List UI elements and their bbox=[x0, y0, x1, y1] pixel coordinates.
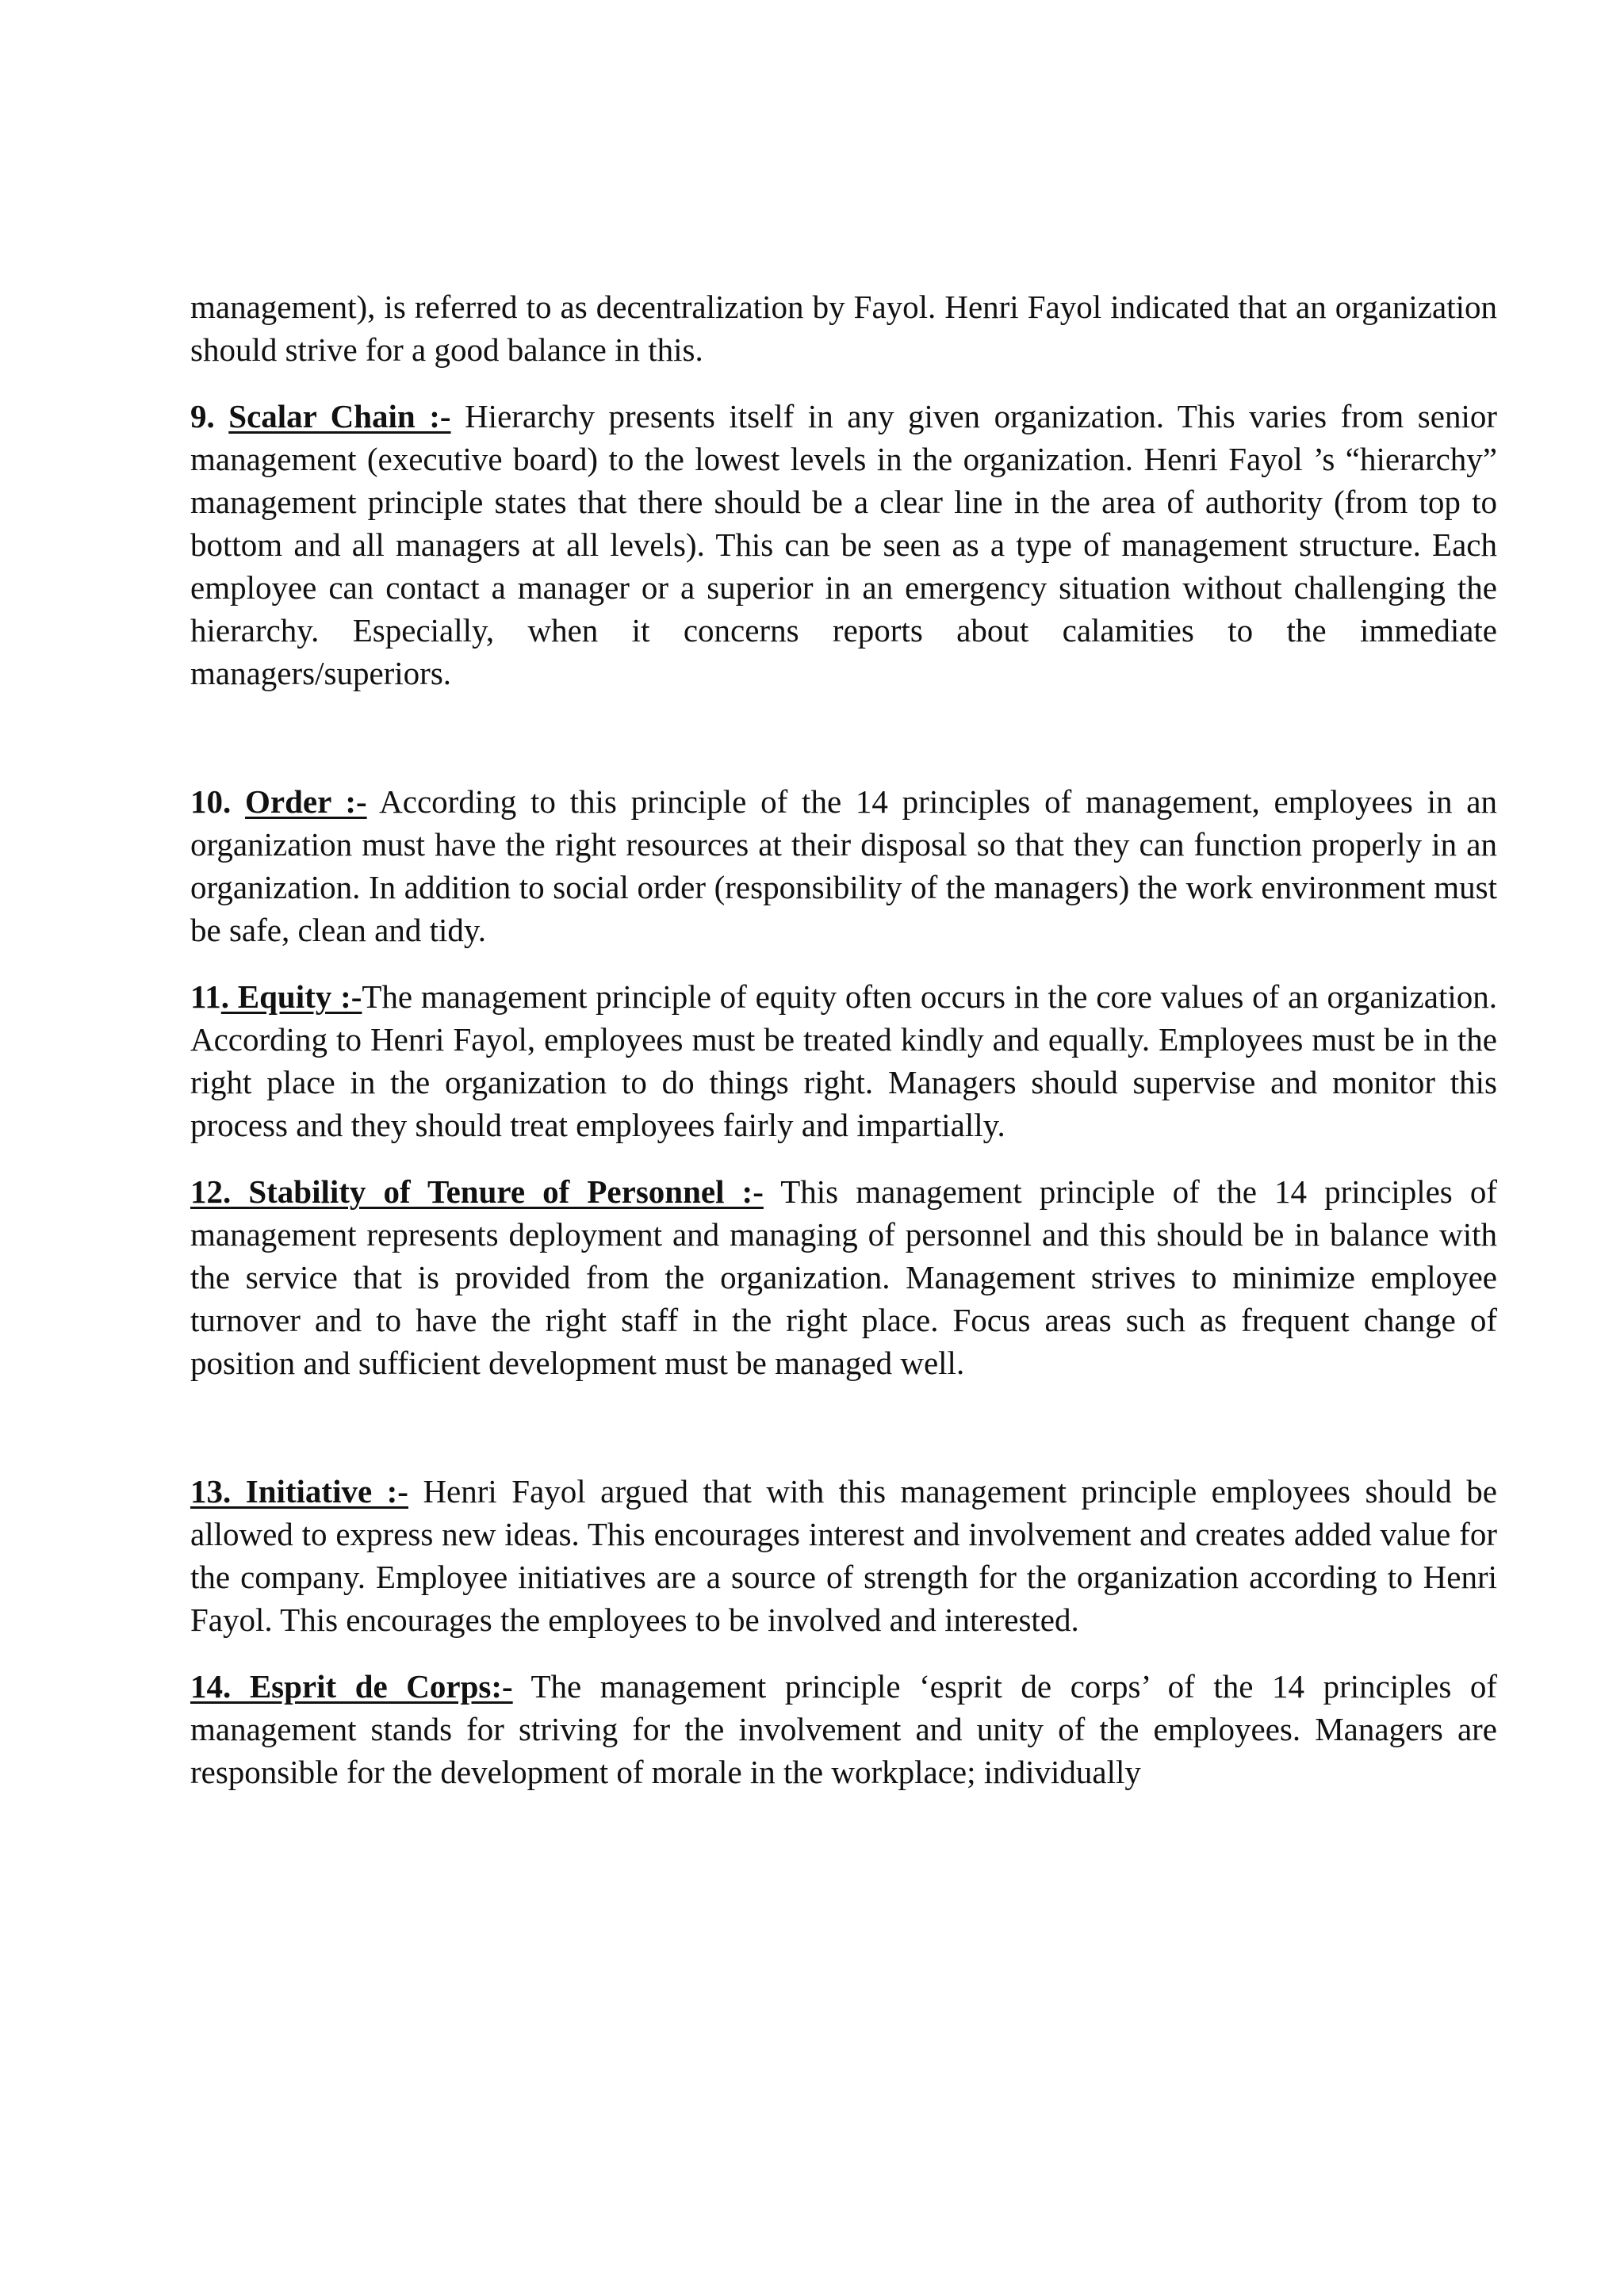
section-scalar-chain bbox=[190, 395, 1497, 695]
section-title: 13. Initiative :- bbox=[190, 1473, 408, 1510]
intro-paragraph: management), is referred to as decentralization by Fayol. Henri Fayol indicated that an organization should strive for a good balance in this. bbox=[190, 289, 1497, 368]
section-body: The management principle of equity often occurs in the core values of an organization. According to Henri Fayol, employees must be treated kindly and equally. Employees must be in the right place in the organization to do things right. Managers should supervise and monitor this process and they should treat employees fairly and impartially. bbox=[190, 978, 1497, 1143]
section-order bbox=[190, 780, 1497, 951]
section-title: . Equity :- bbox=[220, 978, 362, 1015]
section-stability-of-tenure bbox=[190, 1170, 1497, 1384]
section-body: According to this principle of the 14 principles of management, employees in an organization must have the right resources at their disposal so that they can function properly in an organization. In addition to social order (responsibility of the managers) the work environment must be safe, clean and tidy. bbox=[190, 783, 1497, 948]
section-body: The management principle ‘esprit de corps’ of the 14 principles of management stands for striving for the involvement and unity of the employees. Managers are responsible for the development of morale in the workplace; individually bbox=[190, 1668, 1498, 1790]
section-equity bbox=[190, 975, 1497, 1146]
section-title: 14. Esprit de Corps:- bbox=[190, 1668, 513, 1705]
section-number: 9. bbox=[190, 398, 229, 434]
section-body: Henri Fayol argued that with this management principle employees should be allowed to express new ideas. This encourages interest and involvement and creates added value for the company. Employee initiatives are a source of strength for the organization according to Henri Fayol. This encourages the employees to be involved and interested. bbox=[190, 1473, 1497, 1638]
section-number: 11 bbox=[190, 978, 221, 1015]
section-title: Scalar Chain :- bbox=[228, 398, 451, 434]
section-number: 10. bbox=[190, 783, 246, 820]
document-page bbox=[190, 285, 1497, 1817]
section-initiative bbox=[190, 1470, 1497, 1641]
section-body: This management principle of the 14 principles of management represents deployment and managing of personnel and this should be in balance with the service that is provided from the organization. Management strives to minimize employee turnover and to have the right staff in the right place. Focus areas such as frequent change of position and sufficient development must be managed well. bbox=[190, 1173, 1497, 1381]
section-title: 12. Stability of Tenure of Personnel :- bbox=[190, 1173, 764, 1210]
section-title: Order :- bbox=[245, 783, 367, 820]
section-esprit-de-corps bbox=[190, 1665, 1497, 1793]
section-body: Hierarchy presents itself in any given organization. This varies from senior management (executive board) to the lowest levels in the organization. Henri Fayol ’s “hierarchy” management principle states that there should be a clear line in the area of authority (from top to bottom and all managers at all levels). This can be seen as a type of management structure. Each employee can contact a manager or a superior in an emergency situation without challenging the hierarchy. Especially, when it concerns reports about calamities to the immediate managers/superiors. bbox=[190, 398, 1498, 691]
